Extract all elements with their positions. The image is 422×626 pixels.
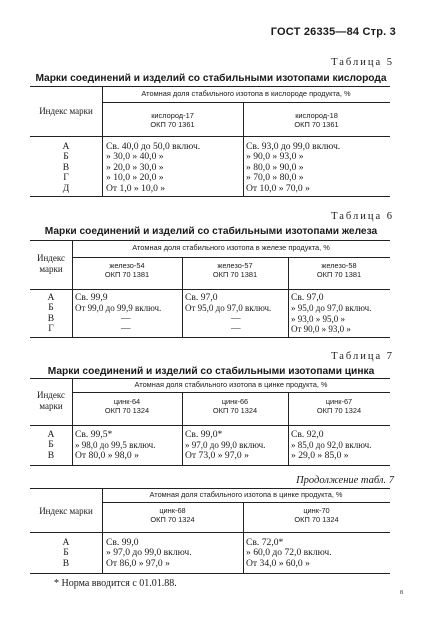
- table7-letters: А Б В: [47, 429, 55, 461]
- table6-col1-values: Св. 99,9 От 99,0 до 99,9 включ. — —: [75, 292, 162, 335]
- table7-col3-header: цинк-67 ОКП 70 1324: [316, 397, 362, 415]
- table6-letters: А Б В Г: [47, 292, 55, 335]
- table6-col2-values: Св. 97,0 От 95,0 до 97,0 включ. — —: [185, 292, 272, 335]
- table7c-col2-values: Св. 72,0* » 60,0 до 72,0 включ. От 34,0 » 60,0 »: [246, 537, 332, 569]
- table5-group-header: Атомная доля стабильного изотопа в кислороде продукта, %: [141, 89, 351, 98]
- table6-group-header: Атомная доля стабильного изотопа в железе продукта, %: [132, 243, 330, 252]
- table5-col2-header: кислород-18 ОКП 70 1361: [294, 111, 339, 129]
- table5-col1-header: кислород-17 ОКП 70 1361: [150, 111, 195, 129]
- table5-letters: А Б В Г Д: [62, 141, 70, 194]
- table5-index-header: Индекс марки: [39, 106, 93, 116]
- page-mark: 8: [400, 590, 403, 596]
- table7c-col1-header: цинк-68 ОКП 70 1324: [150, 506, 195, 524]
- table6-title: Марки соединений и изделий со стабильными изотопами железа: [44, 226, 378, 237]
- table5-label: Таблица 5: [331, 57, 394, 68]
- table5-col2-values: Св. 93,0 до 99,0 включ. » 90,0 » 93,0 » » 80,0 » 90,0 » » 70,0 » 80,0 » От 10,0 » 70,0 »: [246, 141, 341, 194]
- table7-index-header: Индекс марки: [36, 390, 66, 411]
- table5-title: Марки соединений и изделий со стабильными изотопами кислорода: [35, 73, 387, 84]
- table7-col2-header: цинк-66 ОКП 70 1324: [212, 397, 258, 415]
- table7c-index-header: Индекс марки: [39, 506, 93, 516]
- table7-col3-values: Св. 92,0 » 85,0 до 92,0 включ. » 29,0 » 85,0 »: [291, 429, 372, 461]
- table7c-letters: А Б В: [62, 537, 70, 569]
- table6-col3-values: Св. 97,0 » 95,0 до 97,0 включ. » 93,0 » 95,0 » От 90,0 » 93,0 »: [291, 292, 372, 335]
- table5-col1-values: Св. 40,0 до 50,0 включ. » 30,0 » 40,0 » » 20,0 » 30,0 » » 10,0 » 20,0 » От 1,0 » 10,0 »: [106, 141, 201, 194]
- table7-col1-values: Св. 99,5* » 98,0 до 99,5 включ. От 80,0 » 98,0 »: [75, 429, 156, 461]
- table5: [30, 86, 390, 197]
- table7-group-header: Атомная доля стабильного изотопа в цинке продукта, %: [134, 380, 328, 389]
- table6-label: Таблица 6: [331, 211, 394, 222]
- table6-index-header: Индекс марки: [36, 253, 66, 274]
- table6-col1-header: железо-54 ОКП 70 1381: [104, 261, 150, 279]
- table7c-col1-values: Св. 99,0 » 97,0 до 99,0 включ. От 86,0 » 97,0 »: [106, 537, 192, 569]
- table6: [30, 240, 390, 338]
- table7: [30, 378, 390, 466]
- table7-label: Таблица 7: [331, 351, 394, 362]
- table7-continuation-label: Продолжение табл. 7: [296, 475, 394, 486]
- footnote: * Норма вводится с 01.01.88.: [54, 578, 177, 589]
- table7-col1-header: цинк-64 ОКП 70 1324: [104, 397, 150, 415]
- table6-col2-header: железо-57 ОКП 70 1381: [212, 261, 258, 279]
- table6-col3-header: железо-58 ОКП 70 1381: [316, 261, 362, 279]
- table7-title: Марки соединений и изделий со стабильными изотопами цинка: [47, 366, 375, 377]
- table7c-col2-header: цинк-70 ОКП 70 1324: [294, 506, 339, 524]
- table7-continuation: [30, 488, 390, 574]
- table7-col2-values: Св. 99,0* » 97,0 до 99,0 включ. От 73,0 » 97,0 »: [185, 429, 266, 461]
- table7c-group-header: Атомная доля стабильного изотопа в цинке продукта, %: [149, 490, 343, 499]
- page-header: ГОСТ 26335—84 Стр. 3: [270, 26, 396, 38]
